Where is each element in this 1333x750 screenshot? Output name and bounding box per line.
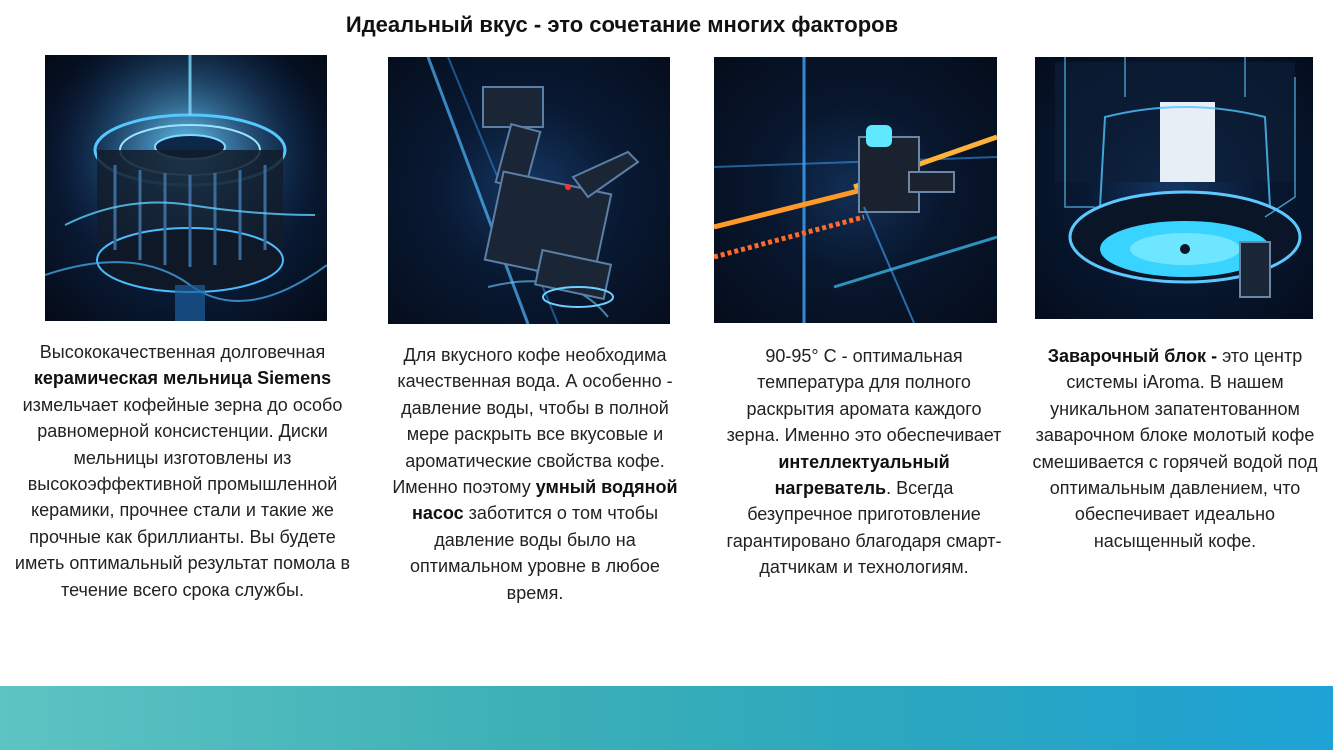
caption-pump xyxy=(383,342,687,606)
caption-grinder-bold: керамическая мельница Siemens xyxy=(33,368,332,389)
caption-grinder xyxy=(5,339,360,603)
caption-heater-text-1: 90-95° C - оптимальная температура для полного раскрытия аромата каждого зерна. Именно это обеспечивает xyxy=(726,346,1002,446)
caption-grinder-text-1: Высококачественная долговечная xyxy=(39,342,326,362)
caption-brewing-unit xyxy=(1025,343,1325,554)
caption-brewing-unit-text: это центр системы iAroma. В нашем уникальном запатентованном заварочном блоке молотый кофе смешивается с горячей водой под оптимальным давлением, что обеспечивает идеально насыщенный кофе. xyxy=(1032,346,1318,551)
caption-pump-text-1: Для вкусного кофе необходима качественная вода. А особенно - давление воды, чтобы в полной мере раскрыть все вкусовые и ароматические свойства кофе. Именно поэтому xyxy=(392,345,673,498)
heater-image xyxy=(714,57,997,323)
caption-heater-bold: интеллектуальный нагреватель xyxy=(774,451,950,499)
caption-grinder-text-2: измельчает кофейные зерна до особо равномерной консистенции. Диски мельницы изготовлены из высокоэффективной промышленной керамики, прочнее стали и такие же прочные как бриллианты. Вы будете иметь оптимальный результат помола в течение всего срока службы. xyxy=(14,394,351,600)
ceramic-grinder-image xyxy=(45,55,327,321)
water-pump-image xyxy=(388,57,670,324)
caption-heater-text-2: . Всегда безупречное приготовление гарантировано благодаря смарт-датчикам и технологиям. xyxy=(726,478,1002,578)
page-title: Идеальный вкус - это сочетание многих факторов xyxy=(345,12,899,37)
brewing-unit-image xyxy=(1035,57,1313,319)
caption-pump-text-2: заботится о том чтобы давление воды было на оптимальном уровне в любое время. xyxy=(410,503,660,603)
caption-heater xyxy=(722,343,1006,581)
caption-brewing-unit-bold: Заварочный блок - xyxy=(1047,346,1218,366)
footer-band xyxy=(0,686,1333,750)
caption-pump-bold: умный водяной насос xyxy=(411,477,678,524)
